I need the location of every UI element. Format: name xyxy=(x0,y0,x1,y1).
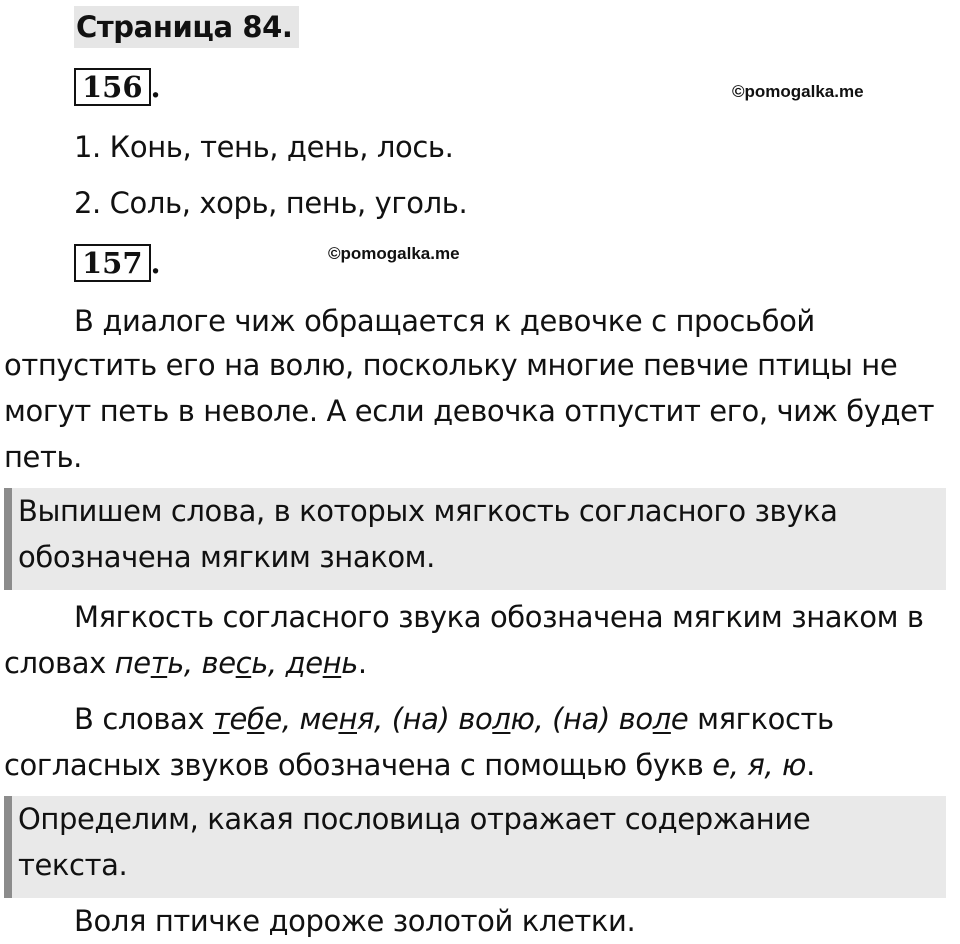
text-fragment: . xyxy=(806,748,815,782)
instruction-line: текста. xyxy=(18,848,128,882)
task-number-156-dot: . xyxy=(150,70,161,104)
task-number-157 xyxy=(74,244,161,282)
proverb: Воля птичке дороже золотой клетки. xyxy=(74,904,636,938)
answer-line-2: 2. Соль, хорь, пень, уголь. xyxy=(74,186,468,220)
vowel-letters-line xyxy=(4,742,815,788)
paragraph-line: могут петь в неволе. А если девочка отпустит его, чиж будет xyxy=(4,394,935,428)
text-fragment: . xyxy=(357,646,367,680)
instruction-line: обозначена мягким знаком. xyxy=(18,540,435,574)
soft-sign-words-line xyxy=(4,640,367,686)
soft-word: петь, весь, день xyxy=(114,646,358,680)
paragraph-line: В диалоге чиж обращается к девочке с просьбой xyxy=(74,304,815,338)
vowel-letters: е, я, ю xyxy=(712,748,807,782)
instruction-line: Определим, какая пословица отражает содержание xyxy=(18,802,811,836)
instruction-note xyxy=(4,796,946,898)
task-number-156 xyxy=(74,68,161,106)
paragraph-line: петь. xyxy=(4,440,83,474)
soft-sign-line: Мягкость согласного звука обозначена мягким знаком в xyxy=(74,600,924,634)
page-title: Страница 84. xyxy=(74,6,299,48)
task-number-157-label: 157 xyxy=(82,246,143,280)
task-number-157-dot: . xyxy=(150,246,161,280)
task-number-156-label: 156 xyxy=(82,70,143,104)
text-fragment: В словах xyxy=(74,702,213,736)
watermark: ©pomogalka.me xyxy=(328,244,460,263)
answer-line-1: 1. Конь, тень, день, лось. xyxy=(74,130,454,164)
watermark: ©pomogalka.me xyxy=(732,82,864,101)
instruction-line: Выпишем слова, в которых мягкость согласного звука xyxy=(18,494,838,528)
text-fragment: согласных звуков обозначена с помощью букв xyxy=(4,748,713,782)
text-fragment: мягкость xyxy=(688,702,834,736)
vowel-word: тебе, меня, (на) волю, (на) воле xyxy=(212,702,689,736)
instruction-note xyxy=(4,488,946,590)
vowel-words-line xyxy=(74,696,834,742)
text-fragment: словах xyxy=(4,646,115,680)
paragraph-line: отпустить его на волю, поскольку многие певчие птицы не xyxy=(4,348,898,382)
